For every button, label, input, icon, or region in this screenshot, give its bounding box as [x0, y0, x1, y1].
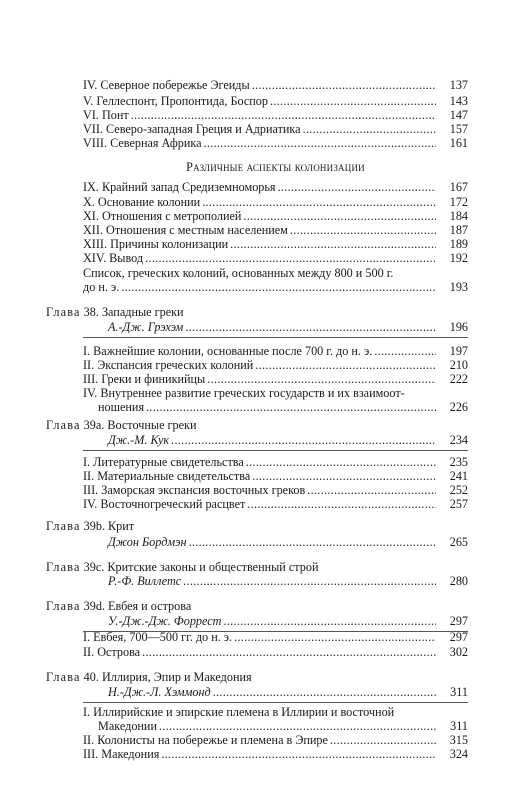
author-name: Р.-Ф. Виллетс	[108, 574, 182, 588]
dot-leader	[303, 122, 436, 137]
chapter-number: 38.	[83, 305, 99, 319]
dot-leader	[146, 400, 436, 415]
entry-title: IX. Крайний запад Средиземноморья	[83, 180, 276, 194]
section-heading: Различные аспекты колонизации	[186, 160, 365, 174]
entry-title: XIV. Вывод	[83, 251, 144, 265]
toc-entry	[83, 180, 468, 195]
page-number: 315	[449, 733, 468, 747]
page-number: 324	[449, 747, 468, 761]
entry-title: VII. Северо-западная Греция и Адриатика	[83, 122, 301, 136]
page-number: 193	[449, 280, 468, 294]
toc-entry	[83, 483, 468, 498]
page-number: 137	[449, 78, 468, 92]
toc-entry	[83, 469, 468, 484]
entry-title: III. Македония	[83, 747, 160, 761]
page-number: 241	[449, 469, 468, 483]
chapter-number: 40.	[83, 670, 99, 684]
page-number: 167	[449, 180, 468, 194]
dot-leader	[189, 535, 436, 550]
entry-title: I. Иллирийские и эпирские племена в Иллирии и восточной	[83, 705, 395, 719]
dot-leader	[252, 469, 436, 484]
page-number: 234	[449, 433, 468, 447]
dot-leader	[307, 483, 436, 498]
toc-entry	[83, 195, 468, 210]
dot-leader	[374, 344, 436, 359]
page-number: 157	[449, 122, 468, 136]
dot-leader	[159, 719, 436, 734]
chapter-heading	[46, 560, 318, 575]
dot-leader	[202, 195, 436, 210]
page-number: 222	[449, 372, 468, 386]
page-number: 192	[449, 251, 468, 265]
chapter-label: Глава	[46, 599, 81, 613]
entry-title: III. Заморская экспансия восточных греков	[83, 483, 306, 497]
dot-leader	[223, 614, 436, 629]
entry-title: VIII. Северная Африка	[83, 136, 202, 150]
chapter-title: Западные греки	[101, 305, 184, 319]
entry-title: XII. Отношения с местным населением	[83, 223, 288, 237]
toc-entry	[83, 94, 468, 109]
dot-leader	[145, 251, 436, 266]
page-number: 311	[450, 719, 468, 733]
toc-entry	[83, 122, 468, 137]
entry-title: I. Евбея, 700—500 гг. до н. э.	[83, 630, 233, 644]
entry-title: XIII. Причины колонизации	[83, 237, 229, 251]
chapter-heading	[46, 305, 184, 320]
entry-title: XI. Отношения с метрополией	[83, 209, 242, 223]
page-number: 143	[449, 94, 468, 108]
chapter-label: Глава	[46, 418, 81, 432]
toc-entry	[83, 108, 468, 123]
entry-title: IV. Северное побережье Эгеиды	[83, 78, 250, 92]
chapter-author	[108, 320, 468, 335]
entry-title: II. Колонисты на побережье и племена в Эпире	[83, 733, 328, 747]
chapter-number: 39d.	[83, 599, 105, 613]
chapter-title: Иллирия, Эпир и Македония	[101, 670, 252, 684]
entry-title: V. Геллеспонт, Пропонтида, Боспор	[83, 94, 268, 108]
chapter-author	[108, 433, 468, 448]
dot-leader	[247, 497, 436, 512]
entry-title: I. Важнейшие колонии, основанные после 700 г. до н. э.	[83, 344, 373, 358]
dot-leader	[278, 180, 436, 195]
dot-leader	[290, 223, 436, 238]
page-number: 187	[449, 223, 468, 237]
entry-title: I. Литературные свидетельства	[83, 455, 244, 469]
page-number: 252	[449, 483, 468, 497]
toc-entry	[83, 136, 468, 151]
divider	[83, 702, 468, 703]
chapter-label: Глава	[46, 560, 81, 574]
toc-entry	[83, 237, 468, 252]
toc-entry	[83, 358, 468, 373]
entry-title-continued: ношения	[98, 400, 145, 414]
page-number: 302	[449, 645, 468, 659]
chapter-title: Восточные греки	[107, 418, 197, 432]
toc-entry	[83, 223, 468, 238]
page-number: 189	[449, 237, 468, 251]
chapter-label: Глава	[46, 305, 81, 319]
toc-entry	[83, 747, 468, 762]
page-number: 280	[449, 574, 468, 588]
dot-leader	[234, 630, 436, 645]
dot-leader	[131, 108, 436, 123]
chapter-title: Крит	[108, 519, 135, 533]
entry-title: II. Материальные свидетельства	[83, 469, 251, 483]
entry-title: II. Острова	[83, 645, 141, 659]
dot-leader	[213, 685, 436, 700]
toc-entry	[83, 630, 468, 645]
author-name: Дж.-М. Кук	[108, 433, 170, 447]
dot-leader	[230, 237, 436, 252]
page-number: 257	[449, 497, 468, 511]
dot-leader	[270, 94, 436, 109]
dot-leader	[207, 372, 436, 387]
page-number: 147	[449, 108, 468, 122]
page-number: 265	[449, 535, 468, 549]
author-name: У.-Дж.-Дж. Форрест	[108, 614, 222, 628]
chapter-heading	[46, 599, 191, 614]
dot-leader	[121, 280, 436, 295]
entry-title: до н. э.	[83, 280, 120, 294]
chapter-heading	[46, 418, 197, 433]
toc-entry	[83, 733, 468, 748]
page-number: 196	[449, 320, 468, 334]
page-number: 311	[450, 685, 468, 699]
chapter-author	[108, 535, 468, 550]
toc-entry	[83, 372, 468, 387]
entry-title: II. Экспансия греческих колоний	[83, 358, 254, 372]
toc-entry	[83, 645, 468, 660]
page-number: 226	[449, 400, 468, 414]
chapter-title: Евбея и острова	[108, 599, 192, 613]
chapter-author	[108, 685, 468, 700]
toc-entry	[83, 497, 468, 512]
dot-leader	[142, 645, 436, 660]
page-number: 172	[449, 195, 468, 209]
entry-title: IV. Восточногреческий расцвет	[83, 497, 246, 511]
author-name: А.-Дж. Грэхэм	[108, 320, 184, 334]
entry-title: Список, греческих колоний, основанных между 800 и 500 г.	[83, 266, 394, 280]
chapter-author	[108, 574, 468, 589]
toc-entry	[98, 400, 468, 415]
page-number: 210	[449, 358, 468, 372]
toc-entry	[83, 78, 468, 93]
dot-leader	[330, 733, 436, 748]
dot-leader	[246, 455, 436, 470]
page-number: 197	[449, 344, 468, 358]
toc-entry	[83, 455, 468, 470]
dot-leader	[204, 136, 436, 151]
toc-entry	[83, 251, 468, 266]
chapter-number: 39b.	[83, 519, 105, 533]
chapter-heading	[46, 519, 134, 534]
dot-leader	[185, 320, 436, 335]
chapter-label: Глава	[46, 670, 81, 684]
page-number: 235	[449, 455, 468, 469]
dot-leader	[171, 433, 436, 448]
toc-entry	[98, 719, 468, 734]
toc-entry	[83, 344, 468, 359]
dot-leader	[252, 78, 436, 93]
page-number: 297	[449, 630, 468, 644]
chapter-label: Глава	[46, 519, 81, 533]
divider	[83, 450, 468, 451]
chapter-title: Критские законы и общественный строй	[107, 560, 319, 574]
dot-leader	[183, 574, 436, 589]
chapter-author	[108, 614, 468, 629]
dot-leader	[161, 747, 436, 762]
entry-title: IV. Внутреннее развитие греческих государств и их взаимоот-	[83, 386, 405, 400]
chapter-heading	[46, 670, 252, 685]
entry-title-continued: Македонии	[98, 719, 157, 733]
author-name: Джон Бордмэн	[108, 535, 187, 549]
toc-entry	[83, 209, 468, 224]
entry-title: X. Основание колонии	[83, 195, 201, 209]
page-number: 297	[449, 614, 468, 628]
page-number: 161	[449, 136, 468, 150]
chapter-number: 39а.	[83, 418, 105, 432]
dot-leader	[255, 358, 436, 373]
chapter-number: 39с.	[83, 560, 105, 574]
author-name: Н.-Дж.-Л. Хэммонд	[108, 685, 211, 699]
entry-title: VI. Понт	[83, 108, 129, 122]
dot-leader	[243, 209, 436, 224]
entry-title: III. Греки и финикийцы	[83, 372, 206, 386]
divider	[83, 337, 468, 338]
page-number: 184	[449, 209, 468, 223]
toc-entry	[83, 280, 468, 295]
